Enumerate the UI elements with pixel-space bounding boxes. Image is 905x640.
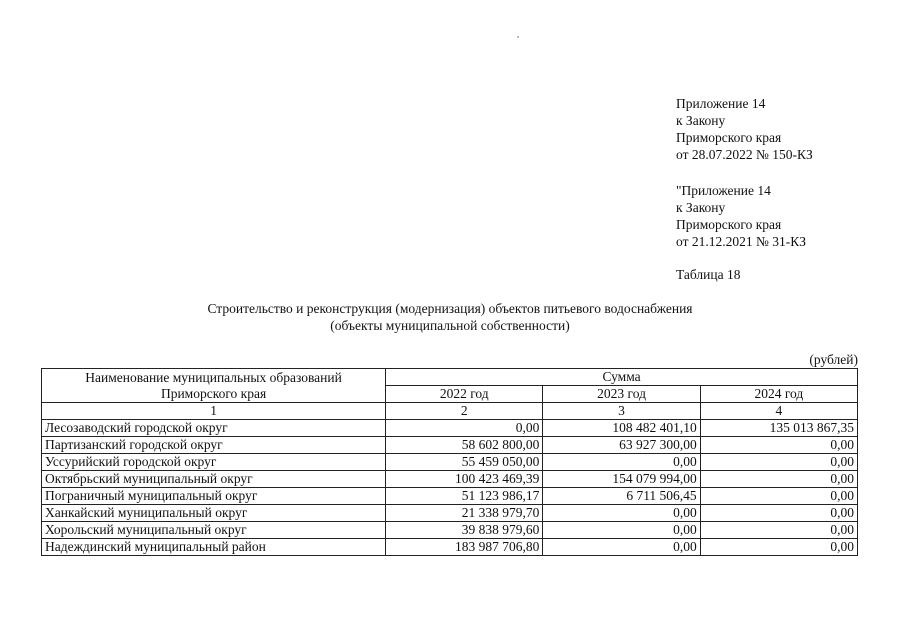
municipality-name: Ханкайский муниципальный округ <box>42 505 386 522</box>
table-row <box>42 488 858 505</box>
column-number: 1 <box>42 403 386 420</box>
title-line1: Строительство и реконструкция (модернизация) объектов питьевого водоснабжения <box>207 301 693 316</box>
value-2024: 0,00 <box>700 488 857 505</box>
column-number: 4 <box>700 403 857 420</box>
appendix-original-line4: от 21.12.2021 № 31-КЗ <box>676 234 806 249</box>
column-number: 3 <box>543 403 700 420</box>
value-2024: 0,00 <box>700 505 857 522</box>
budget-table <box>41 368 858 556</box>
value-2022: 51 123 986,17 <box>386 488 543 505</box>
value-2022: 21 338 979,70 <box>386 505 543 522</box>
municipality-name: Партизанский городской округ <box>42 437 386 454</box>
value-2023: 0,00 <box>543 454 700 471</box>
appendix-original-line3: Приморского края <box>676 217 782 232</box>
appendix-current-line2: к Закону <box>676 113 726 128</box>
table-row <box>42 471 858 488</box>
header-row <box>42 369 858 386</box>
value-2024: 0,00 <box>700 539 857 556</box>
value-2022: 58 602 800,00 <box>386 437 543 454</box>
value-2023: 6 711 506,45 <box>543 488 700 505</box>
municipality-name: Октябрьский муниципальный округ <box>42 471 386 488</box>
value-2024: 0,00 <box>700 437 857 454</box>
value-2023: 0,00 <box>543 505 700 522</box>
title-line2: (объекты муниципальной собственности) <box>330 318 570 333</box>
appendix-current-line4: от 28.07.2022 № 150-КЗ <box>676 147 813 162</box>
municipality-name: Уссурийский городской округ <box>42 454 386 471</box>
year-header-2023: 2023 год <box>543 386 700 403</box>
sum-header: Сумма <box>386 369 858 386</box>
name-header-line1: Наименование муниципальных образований <box>85 369 342 385</box>
value-2022: 39 838 979,60 <box>386 522 543 539</box>
appendix-current <box>676 95 813 163</box>
value-2022: 183 987 706,80 <box>386 539 543 556</box>
value-2023: 0,00 <box>543 539 700 556</box>
document-title <box>140 300 760 334</box>
table-number: Таблица 18 <box>676 267 741 282</box>
value-2024: 0,00 <box>700 454 857 471</box>
value-2023: 0,00 <box>543 522 700 539</box>
appendix-original-line1: "Приложение 14 <box>676 183 771 198</box>
municipality-name: Хорольский муниципальный округ <box>42 522 386 539</box>
table-row <box>42 437 858 454</box>
value-2024: 0,00 <box>700 522 857 539</box>
table-row <box>42 505 858 522</box>
name-column-header <box>42 369 386 403</box>
name-header-line2: Приморского края <box>160 385 267 401</box>
value-2023: 154 079 994,00 <box>543 471 700 488</box>
table-row <box>42 454 858 471</box>
value-2022: 0,00 <box>386 420 543 437</box>
table-row <box>42 420 858 437</box>
municipality-name: Лесозаводский городской округ <box>42 420 386 437</box>
value-2022: 55 459 050,00 <box>386 454 543 471</box>
value-2023: 108 482 401,10 <box>543 420 700 437</box>
column-number: 2 <box>386 403 543 420</box>
scan-dot <box>517 36 519 38</box>
appendix-original-line2: к Закону <box>676 200 726 215</box>
value-2022: 100 423 469,39 <box>386 471 543 488</box>
municipality-name: Пограничный муниципальный округ <box>42 488 386 505</box>
table-row <box>42 539 858 556</box>
units-label: (рублей) <box>809 352 858 367</box>
table-row <box>42 522 858 539</box>
year-header-2024: 2024 год <box>700 386 857 403</box>
value-2024: 135 013 867,35 <box>700 420 857 437</box>
column-number-row <box>42 403 858 420</box>
year-header-2022: 2022 год <box>386 386 543 403</box>
appendix-current-line1: Приложение 14 <box>676 96 766 111</box>
value-2023: 63 927 300,00 <box>543 437 700 454</box>
appendix-current-line3: Приморского края <box>676 130 782 145</box>
municipality-name: Надеждинский муниципальный район <box>42 539 386 556</box>
appendix-original <box>676 182 806 250</box>
value-2024: 0,00 <box>700 471 857 488</box>
